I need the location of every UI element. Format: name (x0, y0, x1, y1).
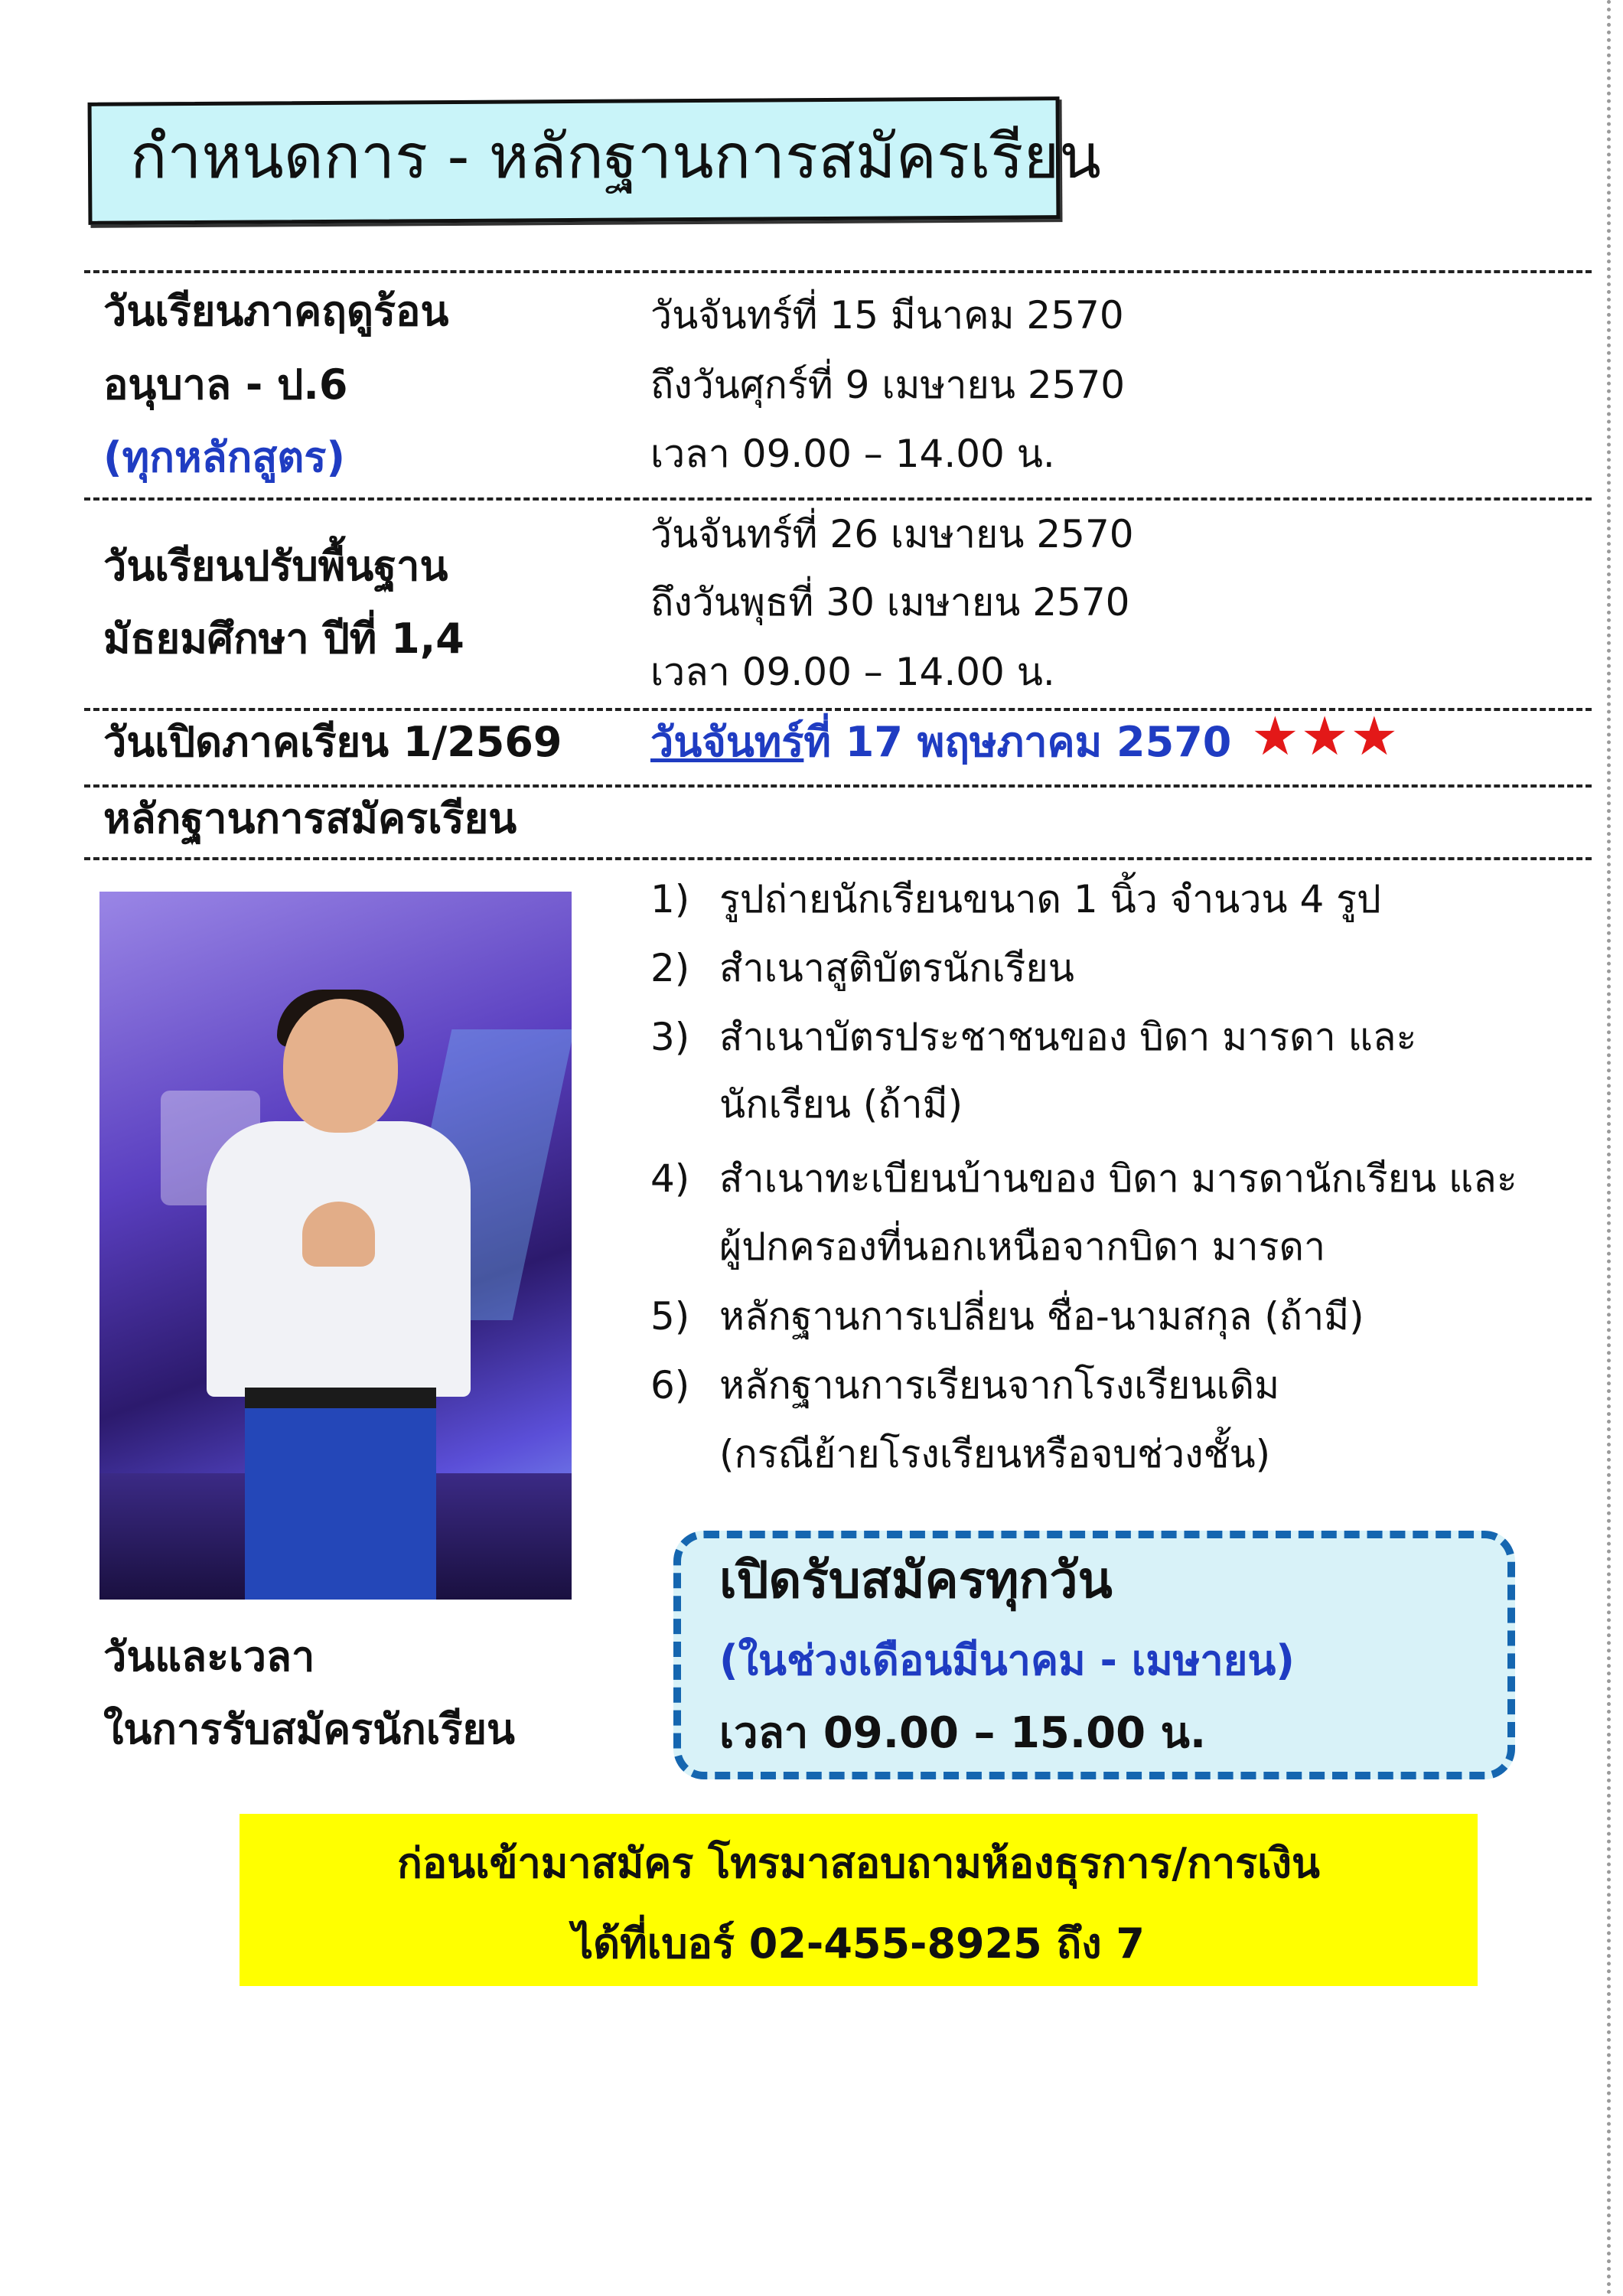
open-enrollment-time: เวลา 09.00 – 15.00 น. (719, 1708, 1207, 1758)
summer-label-3: (ทุกหลักสูตร) (103, 433, 346, 481)
foundation-value-3: เวลา 09.00 – 14.00 น. (650, 650, 1055, 694)
foundation-label-2: มัธยมศึกษา ปีที่ 1,4 (103, 615, 464, 663)
summer-value-1: วันจันทร์ที่ 15 มีนาคม 2570 (650, 293, 1124, 338)
foundation-value-1: วันจันทร์ที่ 26 เมษายน 2570 (650, 512, 1134, 556)
student-photo (99, 892, 572, 1600)
divider (84, 497, 1592, 501)
star-icons: ★★★ (1251, 705, 1400, 768)
summer-label-2: อนุบาล - ป.6 (103, 360, 348, 409)
summer-value-3: เวลา 09.00 – 14.00 น. (650, 432, 1055, 476)
page-edge-border (1607, 0, 1611, 2296)
summer-value-2: ถึงวันศุกร์ที่ 9 เมษายน 2570 (650, 363, 1126, 407)
term-open-date-rest: ที่ 17 พฤษภาคม 2570 (803, 718, 1232, 766)
summer-label-1: วันเรียนภาคฤดูร้อน (103, 287, 449, 335)
divider (84, 784, 1592, 788)
open-enrollment-period: (ในช่วงเดือนมีนาคม - เมษายน) (719, 1636, 1295, 1684)
open-enrollment-heading: เปิดรับสมัครทุกวัน (719, 1551, 1113, 1609)
foundation-label-1: วันเรียนปรับพื้นฐาน (103, 542, 448, 590)
page-title: กำหนดการ - หลักฐานการสมัครเรียน (130, 121, 1101, 192)
divider (84, 270, 1592, 273)
schedule-label-2: ในการรับสมัครนักเรียน (103, 1705, 515, 1753)
schedule-label-1: วันและเวลา (103, 1632, 315, 1681)
divider (84, 857, 1592, 860)
contact-line-1: ก่อนเข้ามาสมัคร โทรมาสอบถามห้องธุรการ/การเงิน (397, 1839, 1320, 1887)
foundation-value-2: ถึงวันพุธที่ 30 เมษายน 2570 (650, 580, 1130, 625)
term-open-date (650, 716, 1231, 769)
term-open-label: วันเปิดภาคเรียน 1/2569 (103, 718, 562, 766)
contact-phone[interactable]: ได้ที่เบอร์ 02-455-8925 ถึง 7 (572, 1919, 1145, 1968)
term-open-day-link[interactable]: วันจันทร์ (650, 718, 804, 766)
evidence-heading: หลักฐานการสมัครเรียน (103, 794, 517, 843)
